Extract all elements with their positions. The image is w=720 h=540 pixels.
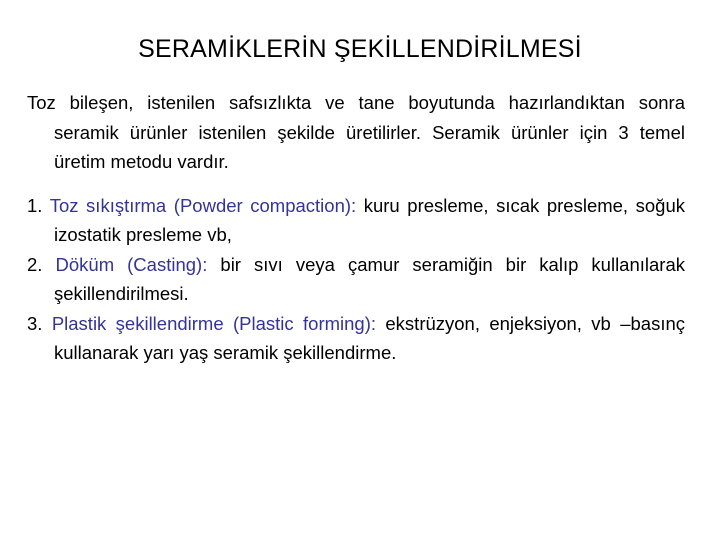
- intro-paragraph: Toz bileşen, istenilen safsızlıkta ve tane boyutunda hazırlandıktan sonra seramik ürünler istenilen şekilde üretilirler. Seramik ürünler için 3 temel üretim metodu vardır.: [27, 92, 685, 172]
- method-name: Plastik şekillendirme (Plastic forming):: [51, 312, 377, 334]
- slide-body: [27, 88, 685, 368]
- method-description: ekstrüzyon, enjeksiyon, vb –basınç kullanarak yarı yaş seramik şekillendirme.: [54, 312, 685, 363]
- method-name: Toz sıkıştırma (Powder compaction):: [49, 194, 357, 216]
- method-number: 1.: [27, 194, 43, 216]
- method-description: bir sıvı veya çamur seramiğin bir kalıp kullanılarak şekillendirilmesi.: [54, 253, 685, 304]
- method-item-3: [27, 309, 685, 368]
- slide-title: SERAMİKLERİN ŞEKİLLENDİRİLMESİ: [138, 35, 582, 63]
- method-item-1: [27, 191, 685, 250]
- method-item-2: [27, 250, 685, 309]
- method-description: kuru presleme, sıcak presleme, soğuk izostatik presleme vb,: [54, 194, 686, 245]
- method-number: 2.: [27, 253, 43, 275]
- method-number: 3.: [27, 312, 43, 334]
- method-name: Döküm (Casting):: [55, 253, 208, 275]
